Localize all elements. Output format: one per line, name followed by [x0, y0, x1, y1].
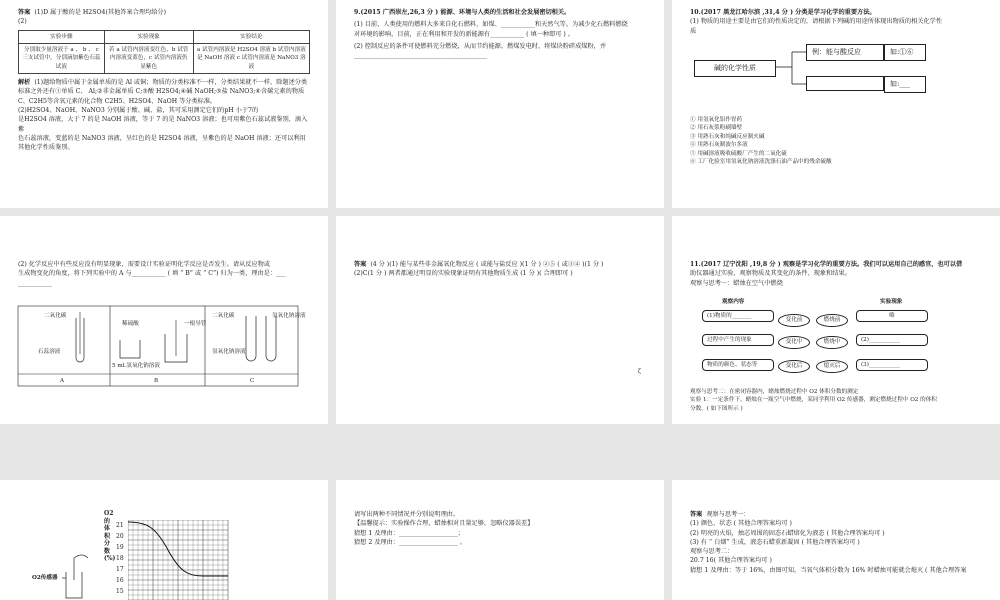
slide-answer-11 [672, 480, 1000, 600]
result-box: (2)___________ [856, 334, 928, 346]
tick-label: 16 [116, 577, 124, 584]
answer-line: 观察与思考一： [706, 511, 750, 518]
answer-line: 观察与思考二： [690, 548, 734, 556]
figure-label: 二氧化碳 [212, 313, 235, 319]
observe-row-box: 过程中产生的现象 [702, 334, 774, 346]
axis-label: (%) [104, 555, 116, 562]
tick-label: 17 [116, 566, 124, 573]
table-header: 实验步骤 [19, 30, 105, 43]
figure-caption-b: B [154, 378, 159, 384]
result-box: 略 [856, 310, 928, 322]
jiexi-text: (1)题给物质中属于金属单质的是 Al 或铜；物质的分类标准不一样，分类结果就不一样，除题述分类标准之外还有①单质 C、 Al;②非金属单质 C;③酸 H2SO4;④碱 NaOH;⑤盐 NaNO3;⑥含碳元素的物质 C、C2H5等含氧元素的化合物 C2H5、H2SO4、NaOH 等分类标准。 [18, 79, 308, 105]
slide-question-continued [0, 216, 328, 424]
list-item: ④ 用熟石灰制波尔多液 [690, 142, 748, 149]
answer-label: 答案 [690, 511, 703, 518]
question-title: 9.(2015 广西崇左,26,3 分 ) 能源、环境与人类的生活和社会发展密切相关。 [354, 9, 571, 16]
question-title: 11.(2017 辽宁沈阳 ,19,8 分 ) 观察是学习化学的重要方法。我们可以运用自己的感官，也可以借 [690, 261, 963, 268]
list-item: ② 用石灰浆粉刷墙壁 [690, 125, 743, 132]
stage-ellipse: 燃烧前 [816, 314, 848, 327]
answer-label: 答案 [18, 9, 31, 16]
slide-question-9 [336, 0, 664, 208]
question-line: 观察与思考一：蜡烛在空气中燃烧 [690, 279, 783, 287]
figure-label: 稀硫酸 [122, 321, 139, 327]
answer-blank: ___________________________________________ [354, 52, 488, 60]
figure-label: 氢氧化钠溶液 [272, 313, 306, 319]
question-line: 请写出两种不同情况并分别说明理由。 [354, 511, 460, 518]
tick-label: 19 [116, 544, 124, 551]
question-line: ___________ [18, 279, 53, 287]
sensor-apparatus [0, 480, 100, 600]
question-line: 生成物变化的角度，将下列实验中的 A 与___________ ( 填 “ B” 或 “ C”) 归为一类，理由是：___ [18, 270, 286, 278]
table-cell: 若 a 试管内溶液变红色，b 试管内溶液变蓝色，c 试管内溶液仍显紫色 [104, 43, 193, 73]
answer-text: (1)D 属于酸的是 H2SO4(其他答案合理均给分) [34, 9, 167, 16]
stage-ellipse: 燃烧中 [816, 336, 848, 349]
stage-ellipse: 变化后 [778, 360, 810, 373]
table-cell: 分别取少量溶液于 a 、 b 、 c 三支试管中，分别滴加紫色石蕊试液 [19, 43, 105, 73]
answer-line: 猜想 1 及理由：等于 16%，由图可知，当氧气体积分数为 16% 时蜡烛可能就会熄灭 ( 其他合理答案 [690, 566, 967, 574]
axis-label: 的 [104, 517, 111, 525]
question-line: 分数。( 如下图所示 ) [690, 405, 743, 412]
question-line: 质 [690, 27, 697, 35]
tick-label: 18 [116, 555, 124, 562]
list-item: ① 用氢氧化铝作胃药 [690, 117, 743, 123]
explanation-line: 是H2SO4 溶液，大于 7 的是 NaOH 溶液，等于 7 的是 NaNO3 溶液；也可用紫色石蕊试液鉴别，滴入紫 [18, 116, 308, 133]
figure-label: 石蕊溶液 [38, 349, 61, 355]
table-header: 实验现象 [104, 30, 193, 43]
question-line: (1) 物质的用途主要是由它们的性质决定的，请根据下列碱的用途所体现出物质的相关化学性 [690, 18, 943, 26]
slide-answer-10 [336, 216, 664, 424]
question-line: 对环境的影响，目前，正在利用和开发的新能源有___________ ( 填一种即可 ) 。 [354, 30, 574, 38]
tick-label: 21 [116, 522, 124, 529]
answer-line: 20.7 16( 其他合理答案均可 ) [690, 557, 772, 565]
axis-label: 数 [104, 547, 111, 555]
table-header: 观察内容 [722, 299, 745, 305]
jiexi-label: 解析 [18, 79, 31, 87]
stage-ellipse: 变化前 [778, 314, 810, 327]
question-title: 10.(2017 黑龙江哈尔滨 ,31,4 分 ) 分类是学习化学的重要方法。 [690, 9, 876, 16]
question-line: 助仪器通过实验，观察物质及其变化的条件、现象和结果。 [690, 270, 851, 278]
slide-question-10 [672, 0, 1000, 208]
figure-label: 一根导管 [184, 321, 207, 327]
axis-label: O2 [104, 510, 114, 517]
stage-ellipse: 熄灭后 [816, 360, 848, 373]
figure-caption-a: A [60, 378, 65, 384]
axis-label: 分 [104, 540, 111, 547]
answer-label: 答案 [354, 261, 367, 268]
answer-line: (2)C(1 分 ) 两者都通过明显的实验现象证明有其他物质生成 (1 分 )( 合理即可 ) [354, 270, 573, 278]
tick-label: 20 [116, 533, 124, 540]
tick-label: 15 [116, 588, 124, 595]
sensor-label: O2传感器 [32, 575, 58, 581]
observe-row-box: (1)物质的_______ [702, 310, 774, 322]
question-line: (2) 化学反应中有些反应没有明显现象，需要设计实验证明化学反应是否发生。请从反应物或 [18, 261, 271, 268]
question-line: 观察与思考二：在密闭容器内，蜡烛燃烧过程中 O2 体积分数的测定 [690, 389, 859, 395]
observe-row-box: 物质的颜色、状态等 [702, 359, 774, 371]
slide-question-hypothesis [336, 480, 664, 600]
axis-label: 积 [104, 532, 111, 540]
diagram-example-box: 例：能与酸反应 [806, 44, 884, 61]
stage-ellipse: 变化中 [778, 336, 810, 349]
figure-label: 5 mL氢氧化钠溶液 [112, 363, 160, 369]
table-header: 实验现象 [880, 299, 903, 305]
question-line: 实验 1：一定条件下，蜡烛在一瓶空气中燃烧，某同学利用 O2 传感器，测定燃烧过程中 O2 的体积 [690, 397, 937, 404]
axis-label: 体 [104, 525, 111, 532]
diagram-main-box: 碱的化学性质 [694, 60, 776, 77]
answer-line: (4 分 )(1) 能与某些非金属氧化物反应 ( 或能与盐反应 )(1 分 ) ②⑤ ( 或③④ )(1 分 ) [370, 261, 604, 268]
experiment-table [18, 30, 310, 75]
figure-caption-c: C [250, 378, 255, 384]
explanation-line: (2)H2SO4、NaOH、NaNO3 分别属于酸、碱、盐，其可采用测定它们的pH 小于7的 [18, 107, 259, 115]
figure-label: 氢氧化钠溶液 [212, 349, 246, 355]
diagram-connector [672, 0, 1000, 208]
question-number: (2) [18, 18, 27, 26]
result-box: (3)___________ [856, 359, 928, 371]
list-item: ③ 用熟石灰和纯碱反应制火碱 [690, 133, 765, 140]
slide-figure-o2 [0, 480, 328, 600]
stray-mark: ζ [638, 369, 642, 375]
list-item: ⑥ 工厂化验室用氢氧化钠溶液洗涤石油产品中的残余硫酸 [690, 158, 832, 165]
answer-line: (2) 明亮的火焰，烛芯周围的固态石蜡熔化为液态 ( 其他合理答案均可 ) [690, 529, 885, 537]
list-item: ⑤ 用碱溶液吸收硫酸厂产生的二氧化硫 [690, 150, 787, 157]
question-line: 猜想 2 及理由：___________________ 。 [354, 538, 466, 546]
slide-answer-1 [0, 0, 328, 208]
explanation-line: 色石蕊溶液，变蓝的是 NaNO3 溶液，呈红色的是 H2SO4 溶液，呈紫色的是 NaOH 溶液；还可以利用其他化学性质鉴别。 [18, 134, 306, 152]
diagram-example-box: 如:①⑥ [884, 44, 926, 61]
answer-line: (3) 有 “ 白烟” 生成，液态石蜡重新凝固 ( 其他合理答案均可 ) [690, 538, 860, 546]
o2-grid-chart [128, 520, 238, 600]
table-cell: a 试管内溶液是 H2SO4 溶液 b 试管内溶液是 NaOH 溶液 c 试管内溶液是 NaNO3 溶液 [193, 43, 309, 73]
diagram-blank-box: 如:___ [884, 76, 926, 93]
table-header: 实验结论 [193, 30, 309, 43]
slide-question-11 [672, 216, 1000, 424]
question-line: (2) 控制反应的条件可使燃料充分燃烧，从而节约能源。燃煤发电时，将煤块粉碎成煤粉，并 [354, 42, 607, 50]
question-line: 【温馨提示：实验操作合理，蜡烛相对且量足够，忽略仪器误差】 [354, 520, 534, 528]
answer-line: (1) 颜色、状态 ( 其他合理答案均可 ) [690, 520, 792, 528]
question-line: 猜想 1 及理由：___________________； [354, 529, 464, 537]
figure-label: 二氧化碳 [44, 313, 67, 319]
question-line: (1) 目前，人类使用的燃料大多来自化石燃料，如煤、___________和天然气等。为减少化石燃料燃烧 [354, 21, 628, 29]
